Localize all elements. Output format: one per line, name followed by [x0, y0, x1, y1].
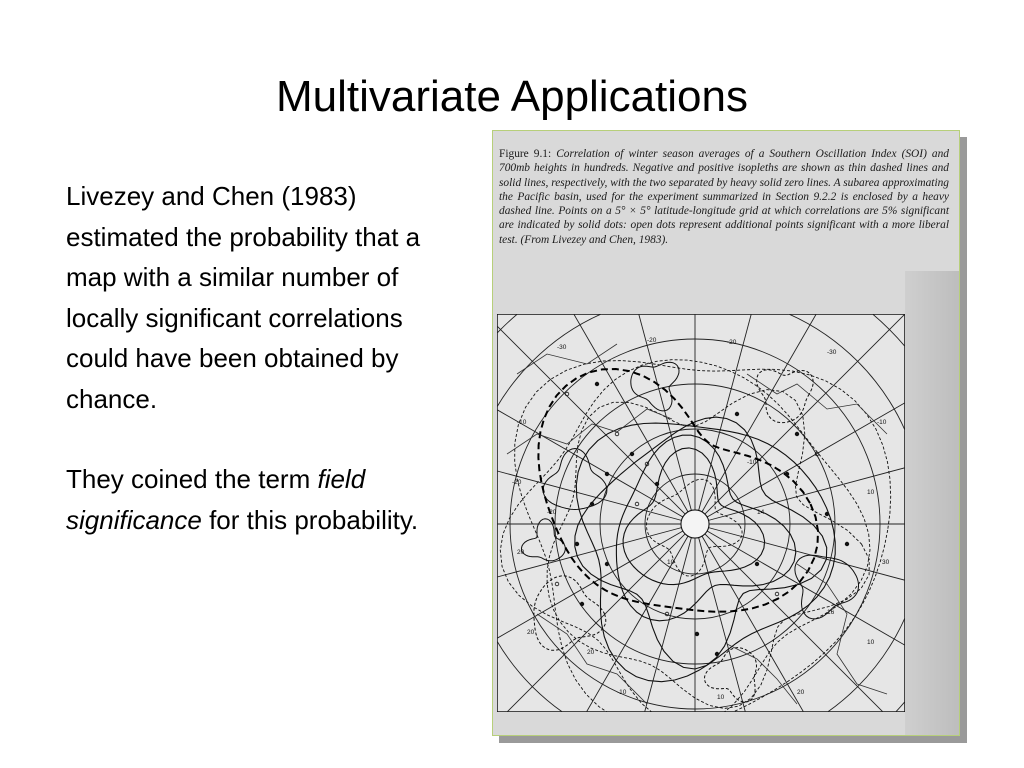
significance-dot — [630, 452, 634, 456]
contour-label: 20 — [527, 629, 535, 636]
significance-dot — [580, 602, 584, 606]
significance-dot — [695, 632, 699, 636]
paragraph-text-after: for this probability. — [201, 504, 419, 535]
significance-dot — [575, 542, 579, 546]
contour-label: 10 — [717, 694, 725, 701]
significance-dot — [595, 382, 599, 386]
contour-label: -10 — [747, 459, 757, 466]
contour-label: 16 — [827, 609, 835, 616]
significance-dot — [785, 472, 789, 476]
paragraph-livezey-chen: Livezey and Chen (1983) estimated the probability that a map with a similar number of locally significant correlations could have been obtained by chance. — [66, 181, 421, 414]
figure-caption-text: Correlation of winter season averages of a Southern Oscillation Index (SOI) and 700mb heights in hundreds. Negative and positive isopleths are shown as thin dashed lines and solid lines, respectively, with the two separated by heavy solid zero lines. A subarea approximating the Pacific basin, used for the experiment summarized in Section 9.2.2 is enclosed by a heavy dashed line. Points on a 5° × 5° latitude-longitude grid at which correlations are 5% significant are indicated by solid dots: open dots represent additional points significant with a more liberal test. (From Livezey and Chen, 1983). — [499, 148, 949, 246]
contour-label: -20 — [727, 339, 737, 346]
significance-dot — [605, 562, 609, 566]
contour-label: 10 — [867, 489, 875, 496]
contour-label: 20 — [587, 649, 595, 656]
significance-dot — [655, 482, 659, 486]
contour-label: 20 — [797, 689, 805, 696]
significance-dot — [825, 512, 829, 516]
north-pole-center — [681, 510, 709, 538]
term-field-significance: field significance — [66, 464, 366, 535]
paragraph-field-significance — [66, 459, 466, 540]
significance-dot — [845, 542, 849, 546]
contour-label: -20 — [547, 509, 557, 516]
contour-label: 10 — [667, 559, 675, 566]
scanned-figure — [492, 130, 960, 736]
significance-dot — [795, 432, 799, 436]
significance-dot — [735, 412, 739, 416]
polar-correlation-map — [497, 314, 905, 712]
contour-label: 10 — [867, 639, 875, 646]
contour-label: 14 — [757, 509, 765, 516]
contour-label: 20 — [517, 549, 525, 556]
polar-map-graphic — [497, 314, 905, 712]
slide-title: Multivariate Applications — [275, 72, 748, 121]
contour-label: -20 — [512, 479, 522, 486]
significance-dot — [605, 472, 609, 476]
contour-label: -10 — [517, 419, 527, 426]
figure-caption — [499, 147, 949, 247]
scan-margin — [905, 271, 959, 735]
contour-label: 30 — [882, 559, 890, 566]
figure-caption-lead: Figure 9.1: — [499, 148, 557, 160]
contour-label: -10 — [617, 689, 627, 696]
contour-label: -20 — [647, 337, 657, 344]
contour-label: -30 — [557, 344, 567, 351]
significance-dot — [590, 502, 594, 506]
contour-label: -10 — [877, 419, 887, 426]
slide-body — [66, 176, 466, 580]
significance-dot — [715, 652, 719, 656]
paragraph-text-before: They coined the term — [66, 464, 318, 494]
significance-dot — [755, 562, 759, 566]
contour-label: -30 — [827, 349, 837, 356]
